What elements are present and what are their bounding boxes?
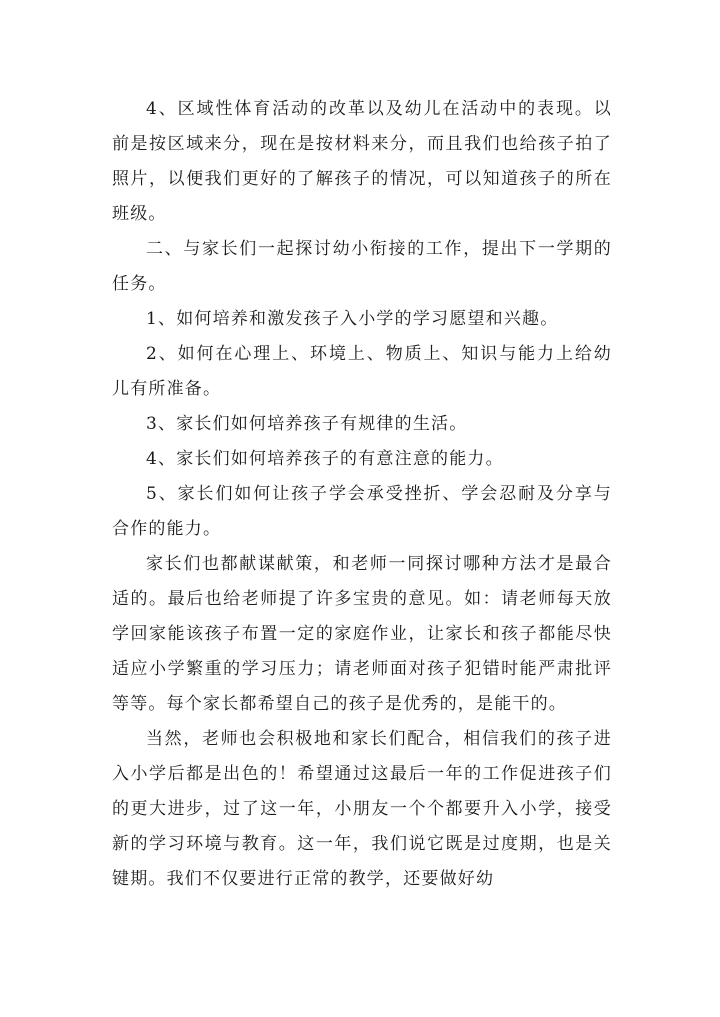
paragraph-item-1: 1、如何培养和激发孩子入小学的学习愿望和兴趣。 bbox=[146, 309, 559, 329]
paragraph-item-2: 2、如何在心理上、环境上、物质上、知识与能力上给幼儿有所准备。 bbox=[112, 344, 612, 399]
paragraph-parents-suggestions: 家长们也都献谋献策，和老师一同探讨哪种方法才是最合适的。最后也给老师提了许多宝贵的意见。如：请老师每天放学回家能该孩子布置一定的家庭作业，让家长和孩子都能尽快适应小学繁重的学习压力；请老师面对孩子犯错时能严肃批评等等。每个家长都希望自己的孩子是优秀的，是能干的。 bbox=[112, 554, 612, 714]
paragraph-teacher-cooperation: 当然，老师也会积极地和家长们配合，相信我们的孩子进入小学后都是出色的！希望通过这最后一年的工作促进孩子们的更大进步，过了这一年，小朋友一个个都要升入小学，接受新的学习环境与教育。这一年，我们说它既是过度期，也是关键期。我们不仅要进行正常的教学，还要做好幼 bbox=[112, 729, 612, 889]
paragraph-item-4: 4、家长们如何培养孩子的有意注意的能力。 bbox=[146, 449, 504, 469]
paragraph-item-3: 3、家长们如何培养孩子有规律的生活。 bbox=[146, 414, 468, 434]
paragraph-item-5: 5、家长们如何让孩子学会承受挫折、学会忍耐及分享与合作的能力。 bbox=[112, 484, 612, 539]
paragraph-section-two-heading: 二、与家长们一起探讨幼小衔接的工作，提出下一学期的任务。 bbox=[112, 239, 612, 294]
document-body bbox=[112, 92, 612, 897]
paragraph-regional-sports: 4、区域性体育活动的改革以及幼儿在活动中的表现。以前是按区域来分，现在是按材料来分，而且我们也给孩子拍了照片，以便我们更好的了解孩子的情况，可以知道孩子的所在班级。 bbox=[112, 99, 612, 224]
